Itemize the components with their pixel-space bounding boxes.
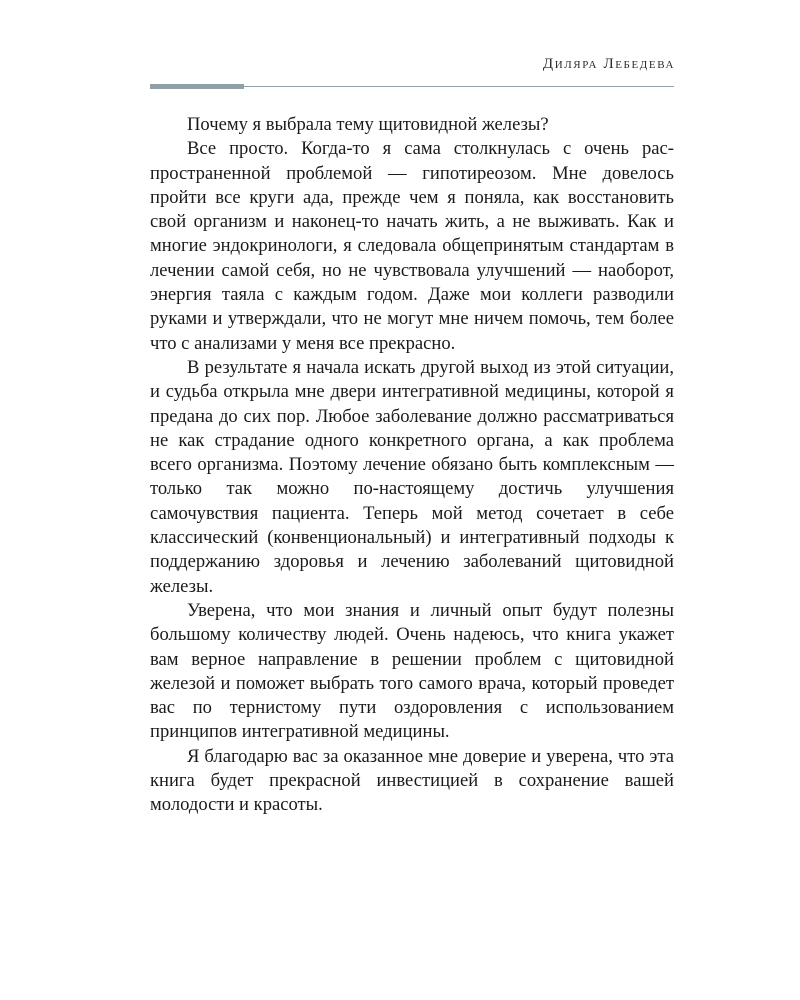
page-body [150, 113, 674, 818]
header-rule-accent [150, 84, 244, 89]
paragraph: Уверена, что мои знания и личный опыт будут полезны большому количеству людей. Очень надеюсь, что книга укажет вам верное направление в решении проблем с щитовидной железой и поможет выбрать того самого врача, который проведет вас по тернистому пути оздоровления с использованием принципов интегративной медицины. [150, 599, 674, 743]
header-rule [244, 86, 674, 87]
paragraph: Все просто. Когда-то я сама столкнулась с очень распространенной проблемой — гипотиреозом. Мне довелось пройти все круги ада, прежде чем я поняла, как восстановить свой организм и наконец-то начать жить, а не выживать. Как и многие эндокринологи, я следовала общепринятым стандартам в лечении самой себя, но не чувствовала улучшений — наоборот, энергия таяла с каждым годом. Даже мои коллеги разводили руками и утверждали, что не могут мне ничем помочь, тем более что с анализами у меня все прекрасно. [150, 138, 674, 354]
paragraph-question: Почему я выбрала тему щитовидной железы? [187, 114, 549, 135]
running-head-author: Диляра Лебедева [542, 56, 675, 72]
paragraph: Я благодарю вас за оказанное мне доверие и уверена, что эта книга будет прекрасной инвестицией в сохранение вашей молодости и красоты. [150, 745, 674, 816]
paragraph: В результате я начала искать другой выход из этой ситуации, и судьба открыла мне двери интегративной медицины, которой я предана до сих пор. Любое заболевание должно рассматриваться не как страдание одного конкретного органа, а как проблема всего организма. Поэтому лечение обязано быть комплексным — только так можно по-настоящему достичь улучшения самочувствия пациента. Теперь мой метод сочетает в себе классический (конвенциональный) и интегративный подходы к поддержанию здоровья и лечению заболеваний щитовидной железы. [150, 356, 674, 597]
